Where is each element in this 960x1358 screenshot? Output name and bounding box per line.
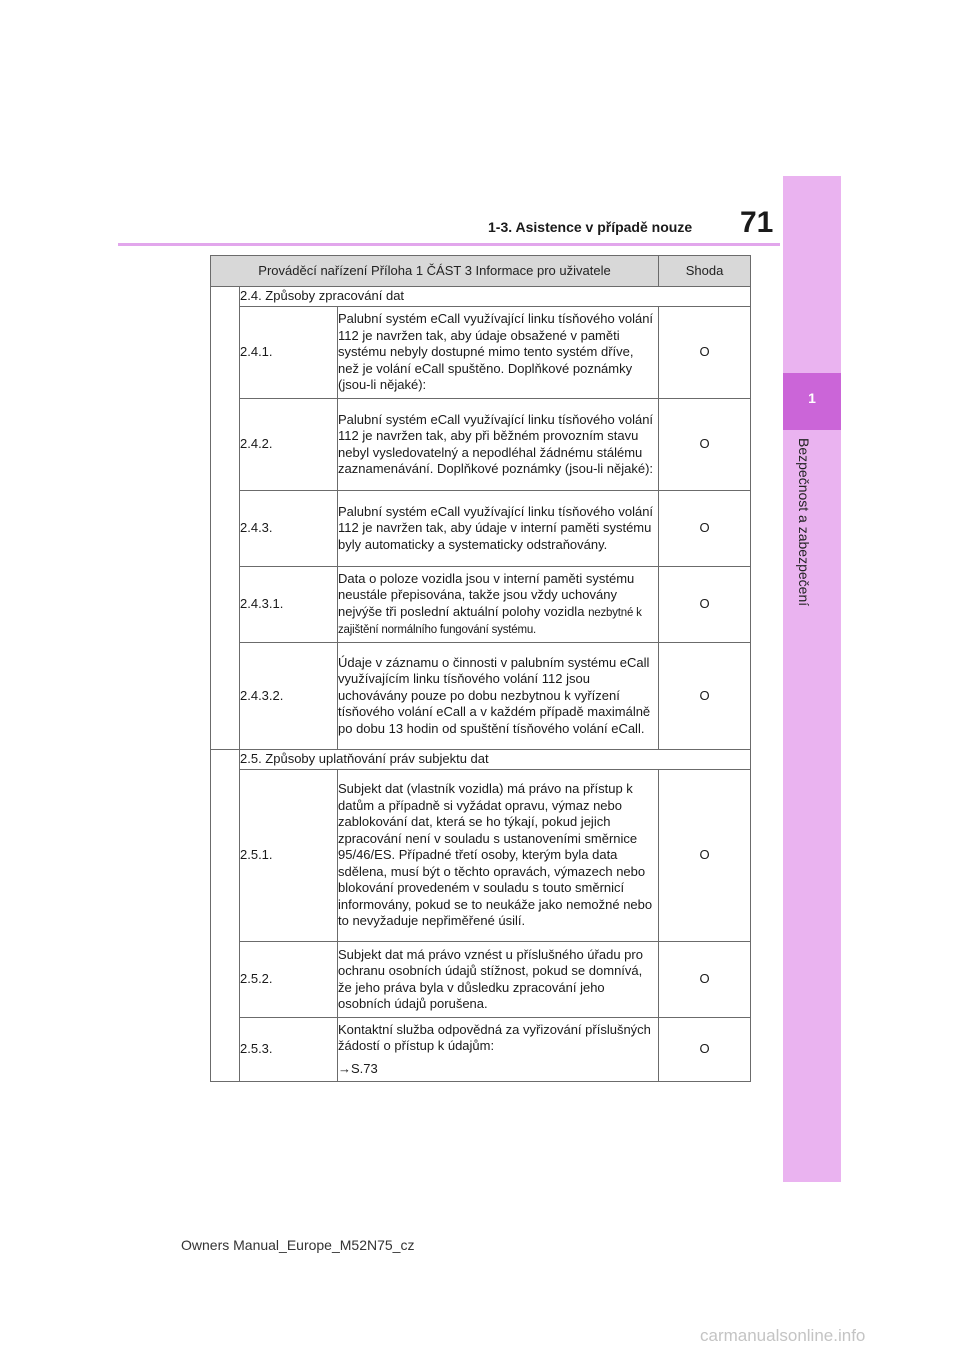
group-label: 2.5. Způsoby uplatňování práv subjektu dat	[240, 750, 751, 770]
header-shoda: Shoda	[659, 256, 751, 287]
table-row	[211, 1018, 751, 1082]
compliance-table	[210, 255, 751, 1082]
row-text: Palubní systém eCall využívající linku tísňového volání 112 je navržen tak, aby údaje v interní paměti systému byly automaticky a systematicky odstraňovány.	[338, 491, 659, 567]
row-code: 2.4.3.2.	[240, 643, 338, 750]
row-text: Subjekt dat (vlastník vozidla) má právo na přístup k datům a případně si vyžádat opravu, výmaz nebo zablokování dat, která se ho týkají, pokud jejich zpracování není v souladu s ustanoveními směrnice 95/46/ES. Případné třetí osoby, kterým byla data sdělena, musí být o těchto opravách, výmazech nebo blokování provedeném v souladu s touto směrnicí informovány, pokud se to neukáže jako nemožné nebo to nevyžaduje nepřiměřené úsilí.	[338, 770, 659, 942]
row-code: 2.5.3.	[240, 1018, 338, 1082]
table-row	[211, 567, 751, 643]
indent-cell	[211, 287, 240, 750]
chapter-title: Bezpečnost a zabezpečení	[796, 438, 812, 607]
row-text: Palubní systém eCall využívající linku tísňového volání 112 je navržen tak, aby při běžném provozním stavu nebyl vysledovatelný a nepodléhal žádnému stálému zaznamenávání. Doplňkové poznámky (jsou-li nějaké):	[338, 399, 659, 491]
table-row	[211, 942, 751, 1018]
table-row	[211, 307, 751, 399]
row-text: Kontaktní služba odpovědná za vyřizování příslušných žádostí o přístup k údajům:	[338, 1021, 651, 1054]
table-row	[211, 399, 751, 491]
row-code: 2.4.1.	[240, 307, 338, 399]
page-reference-link[interactable]: →S.73	[338, 1060, 378, 1076]
row-code: 2.5.2.	[240, 942, 338, 1018]
row-mark: O	[659, 770, 751, 942]
row-mark: O	[659, 399, 751, 491]
table-row	[211, 643, 751, 750]
row-text-cell	[338, 1018, 659, 1082]
row-mark: O	[659, 307, 751, 399]
row-mark: O	[659, 643, 751, 750]
table-row	[211, 491, 751, 567]
row-code: 2.4.3.	[240, 491, 338, 567]
row-text-small: nezbytné k zajištění normálního fungování systému.	[338, 606, 642, 636]
chapter-number: 1	[808, 390, 816, 406]
row-text: Subjekt dat má právo vznést u příslušného úřadu pro ochranu osobních údajů stížnost, pokud se domnívá, že jeho práva byla v důsledku zpracování jeho osobních údajů porušena.	[338, 942, 659, 1018]
header-info: Prováděcí nařízení Příloha 1 ČÁST 3 Informace pro uživatele	[211, 256, 659, 287]
header-rule	[118, 243, 780, 246]
row-text: Údaje v záznamu o činnosti v palubním systému eCall využívajícím linku tísňového volání 112 jsou uchovávány pouze po dobu nezbytnou k vyřízení tísňového volání eCall a v každém případě maximálně po dobu 13 hodin od spuštění tísňového volání eCall.	[338, 643, 659, 750]
row-mark: O	[659, 567, 751, 643]
watermark: carmanualsonline.info	[700, 1326, 866, 1345]
group-row-2-5	[211, 750, 751, 770]
row-text-cell	[338, 567, 659, 643]
indent-cell	[211, 750, 240, 1082]
row-code: 2.5.1.	[240, 770, 338, 942]
chapter-side-tab	[783, 176, 841, 1182]
section-title: 1-3. Asistence v případě nouze	[488, 219, 693, 235]
table-header-row	[211, 256, 751, 287]
group-row-2-4	[211, 287, 751, 307]
row-mark: O	[659, 1018, 751, 1082]
page-number: 71	[740, 206, 774, 239]
footer-doc-id: Owners Manual_Europe_M52N75_cz	[181, 1237, 415, 1253]
row-text: Data o poloze vozidla jsou v interní paměti systému neustále přepisována, takže jsou vždy uchovány nejvýše tři poslední aktuální polohy vozidla	[338, 570, 635, 619]
row-code: 2.4.2.	[240, 399, 338, 491]
row-mark: O	[659, 491, 751, 567]
group-label: 2.4. Způsoby zpracování dat	[240, 287, 751, 307]
row-text: Palubní systém eCall využívající linku tísňového volání 112 je navržen tak, aby údaje obsažené v paměti systému nebyly dostupné mimo tento systém dříve, než je volání eCall spuštěno. Doplňkové poznámky (jsou-li nějaké):	[338, 307, 659, 399]
table-row	[211, 770, 751, 942]
row-mark: O	[659, 942, 751, 1018]
row-code: 2.4.3.1.	[240, 567, 338, 643]
